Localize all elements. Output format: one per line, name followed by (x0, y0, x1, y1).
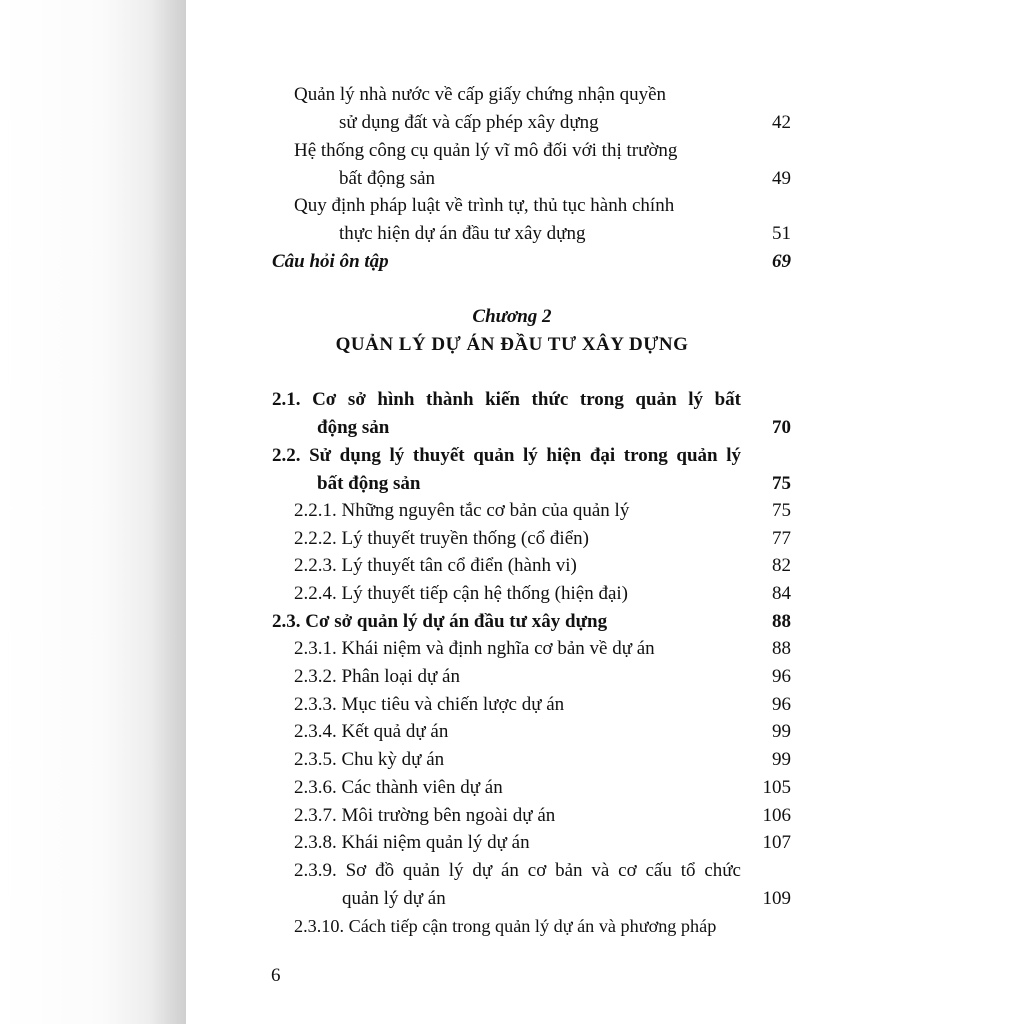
toc-page-number: 82 (772, 555, 791, 576)
toc-entry-2-2-2 (0, 525, 1024, 553)
toc-section-2-2 (0, 442, 1024, 470)
toc-entry-2-2-3 (0, 552, 1024, 580)
toc-entry-title-cont: quản lý dự án (342, 888, 446, 909)
toc-entry-title: 2.3.4. Kết quả dự án (294, 721, 449, 742)
toc-entry-title: 2.2.4. Lý thuyết tiếp cận hệ thống (hiện đại) (294, 583, 628, 604)
toc-entry-title: Quản lý nhà nước về cấp giấy chứng nhận quyền (294, 84, 667, 105)
toc-entry-2-3-7 (0, 802, 1024, 830)
toc-entry-title: 2.3.1. Khái niệm và định nghĩa cơ bản về dự án (294, 638, 655, 659)
toc-entry-1-2-4 (0, 137, 1024, 165)
toc-entry-2-2-4 (0, 580, 1024, 608)
toc-entry-title: 2.3.9. Sơ đồ quản lý dự án cơ bản và cơ cấu tổ chức (294, 860, 741, 881)
toc-page-number: 88 (772, 611, 791, 632)
toc-section-2-2-cont (0, 470, 1024, 498)
toc-entry-title: 2.3.7. Môi trường bên ngoài dự án (294, 805, 556, 826)
toc-entry-title: 2.2.3. Lý thuyết tân cổ điển (hành vi) (294, 555, 577, 576)
toc-page-number: 96 (772, 666, 791, 687)
chapter-title: QUẢN LÝ DỰ ÁN ĐẦU TƯ XÂY DỰNG (335, 334, 689, 355)
toc-page-number: 88 (772, 638, 791, 659)
toc-entry-title: 2.2.1. Những nguyên tắc cơ bản của quản lý (294, 500, 630, 521)
toc-page-number: 106 (762, 805, 791, 826)
chapter-label: Chương 2 (472, 306, 552, 327)
toc-entry-2-2-1 (0, 497, 1024, 525)
toc-entry-1-2-3-cont (0, 109, 1024, 137)
toc-entry-1-2-4-cont (0, 165, 1024, 193)
toc-section-title-cont: bất động sản (317, 473, 421, 494)
toc-section-title: 2.1. Cơ sở hình thành kiến thức trong quản lý bất (272, 389, 741, 410)
toc-page-number: 105 (762, 777, 791, 798)
toc-page-number: 77 (772, 528, 791, 549)
toc-page-number: 96 (772, 694, 791, 715)
toc-page-number: 49 (772, 168, 791, 189)
page-number: 6 (271, 965, 281, 986)
toc-page-number: 70 (772, 417, 791, 438)
toc-page-number: 75 (772, 500, 791, 521)
toc-entry-title: 2.3.3. Mục tiêu và chiến lược dự án (294, 694, 565, 715)
toc-review-questions (0, 248, 1024, 276)
toc-page-number: 99 (772, 721, 791, 742)
toc-entry-2-3-2 (0, 663, 1024, 691)
toc-entry-title: 2.3.10. Cách tiếp cận trong quản lý dự án và phương pháp (294, 916, 717, 936)
toc-entry-1-2-5 (0, 192, 1024, 220)
toc-entry-title: 2.2.2. Lý thuyết truyền thống (cổ điển) (294, 528, 589, 549)
toc-entry-2-3-6 (0, 774, 1024, 802)
toc-entry-2-3-4 (0, 718, 1024, 746)
toc-section-title-cont: động sản (317, 417, 390, 438)
toc-section-2-3 (0, 608, 1024, 636)
toc-entry-title-cont: sử dụng đất và cấp phép xây dựng (339, 112, 599, 133)
toc-entry-title: 2.3.8. Khái niệm quản lý dự án (294, 832, 530, 853)
toc-entry-title: 2.3.2. Phân loại dự án (294, 666, 460, 687)
toc-entry-title: Hệ thống công cụ quản lý vĩ mô đối với thị trường (294, 140, 678, 161)
toc-page-number: 99 (772, 749, 791, 770)
toc-entry-title: 2.3.6. Các thành viên dự án (294, 777, 503, 798)
toc-entry-2-3-5 (0, 746, 1024, 774)
toc-entry-2-3-8 (0, 829, 1024, 857)
toc-entry-2-3-9 (0, 857, 1024, 885)
toc-entry-2-3-10 (0, 912, 1024, 940)
toc-page-number: 51 (772, 223, 791, 244)
toc-entry-2-3-9-cont (0, 885, 1024, 913)
toc-entry-1-2-3 (0, 81, 1024, 109)
toc-section-2-1 (0, 386, 1024, 414)
toc-page-number: 42 (772, 112, 791, 133)
toc-entry-2-3-3 (0, 691, 1024, 719)
toc-page-number: 69 (772, 251, 791, 272)
toc-entry-title: 2.3.5. Chu kỳ dự án (294, 749, 445, 770)
toc-review-title: Câu hỏi ôn tập (272, 251, 389, 272)
toc-entry-title: Quy định pháp luật về trình tự, thủ tục hành chính (294, 195, 675, 216)
toc-page-number: 75 (772, 473, 791, 494)
toc-section-title: 2.3. Cơ sở quản lý dự án đầu tư xây dựng (272, 611, 608, 632)
toc-entry-title-cont: bất động sản (339, 168, 436, 189)
toc-page-number: 107 (762, 832, 791, 853)
toc-page-number: 109 (762, 888, 791, 909)
toc-page-number: 84 (772, 583, 791, 604)
toc-entry-2-3-1 (0, 635, 1024, 663)
toc-section-2-1-cont (0, 414, 1024, 442)
toc-entry-title-cont: thực hiện dự án đầu tư xây dựng (339, 223, 586, 244)
toc-section-title: 2.2. Sử dụng lý thuyết quản lý hiện đại trong quản lý (272, 445, 741, 466)
toc-entry-1-2-5-cont (0, 220, 1024, 248)
